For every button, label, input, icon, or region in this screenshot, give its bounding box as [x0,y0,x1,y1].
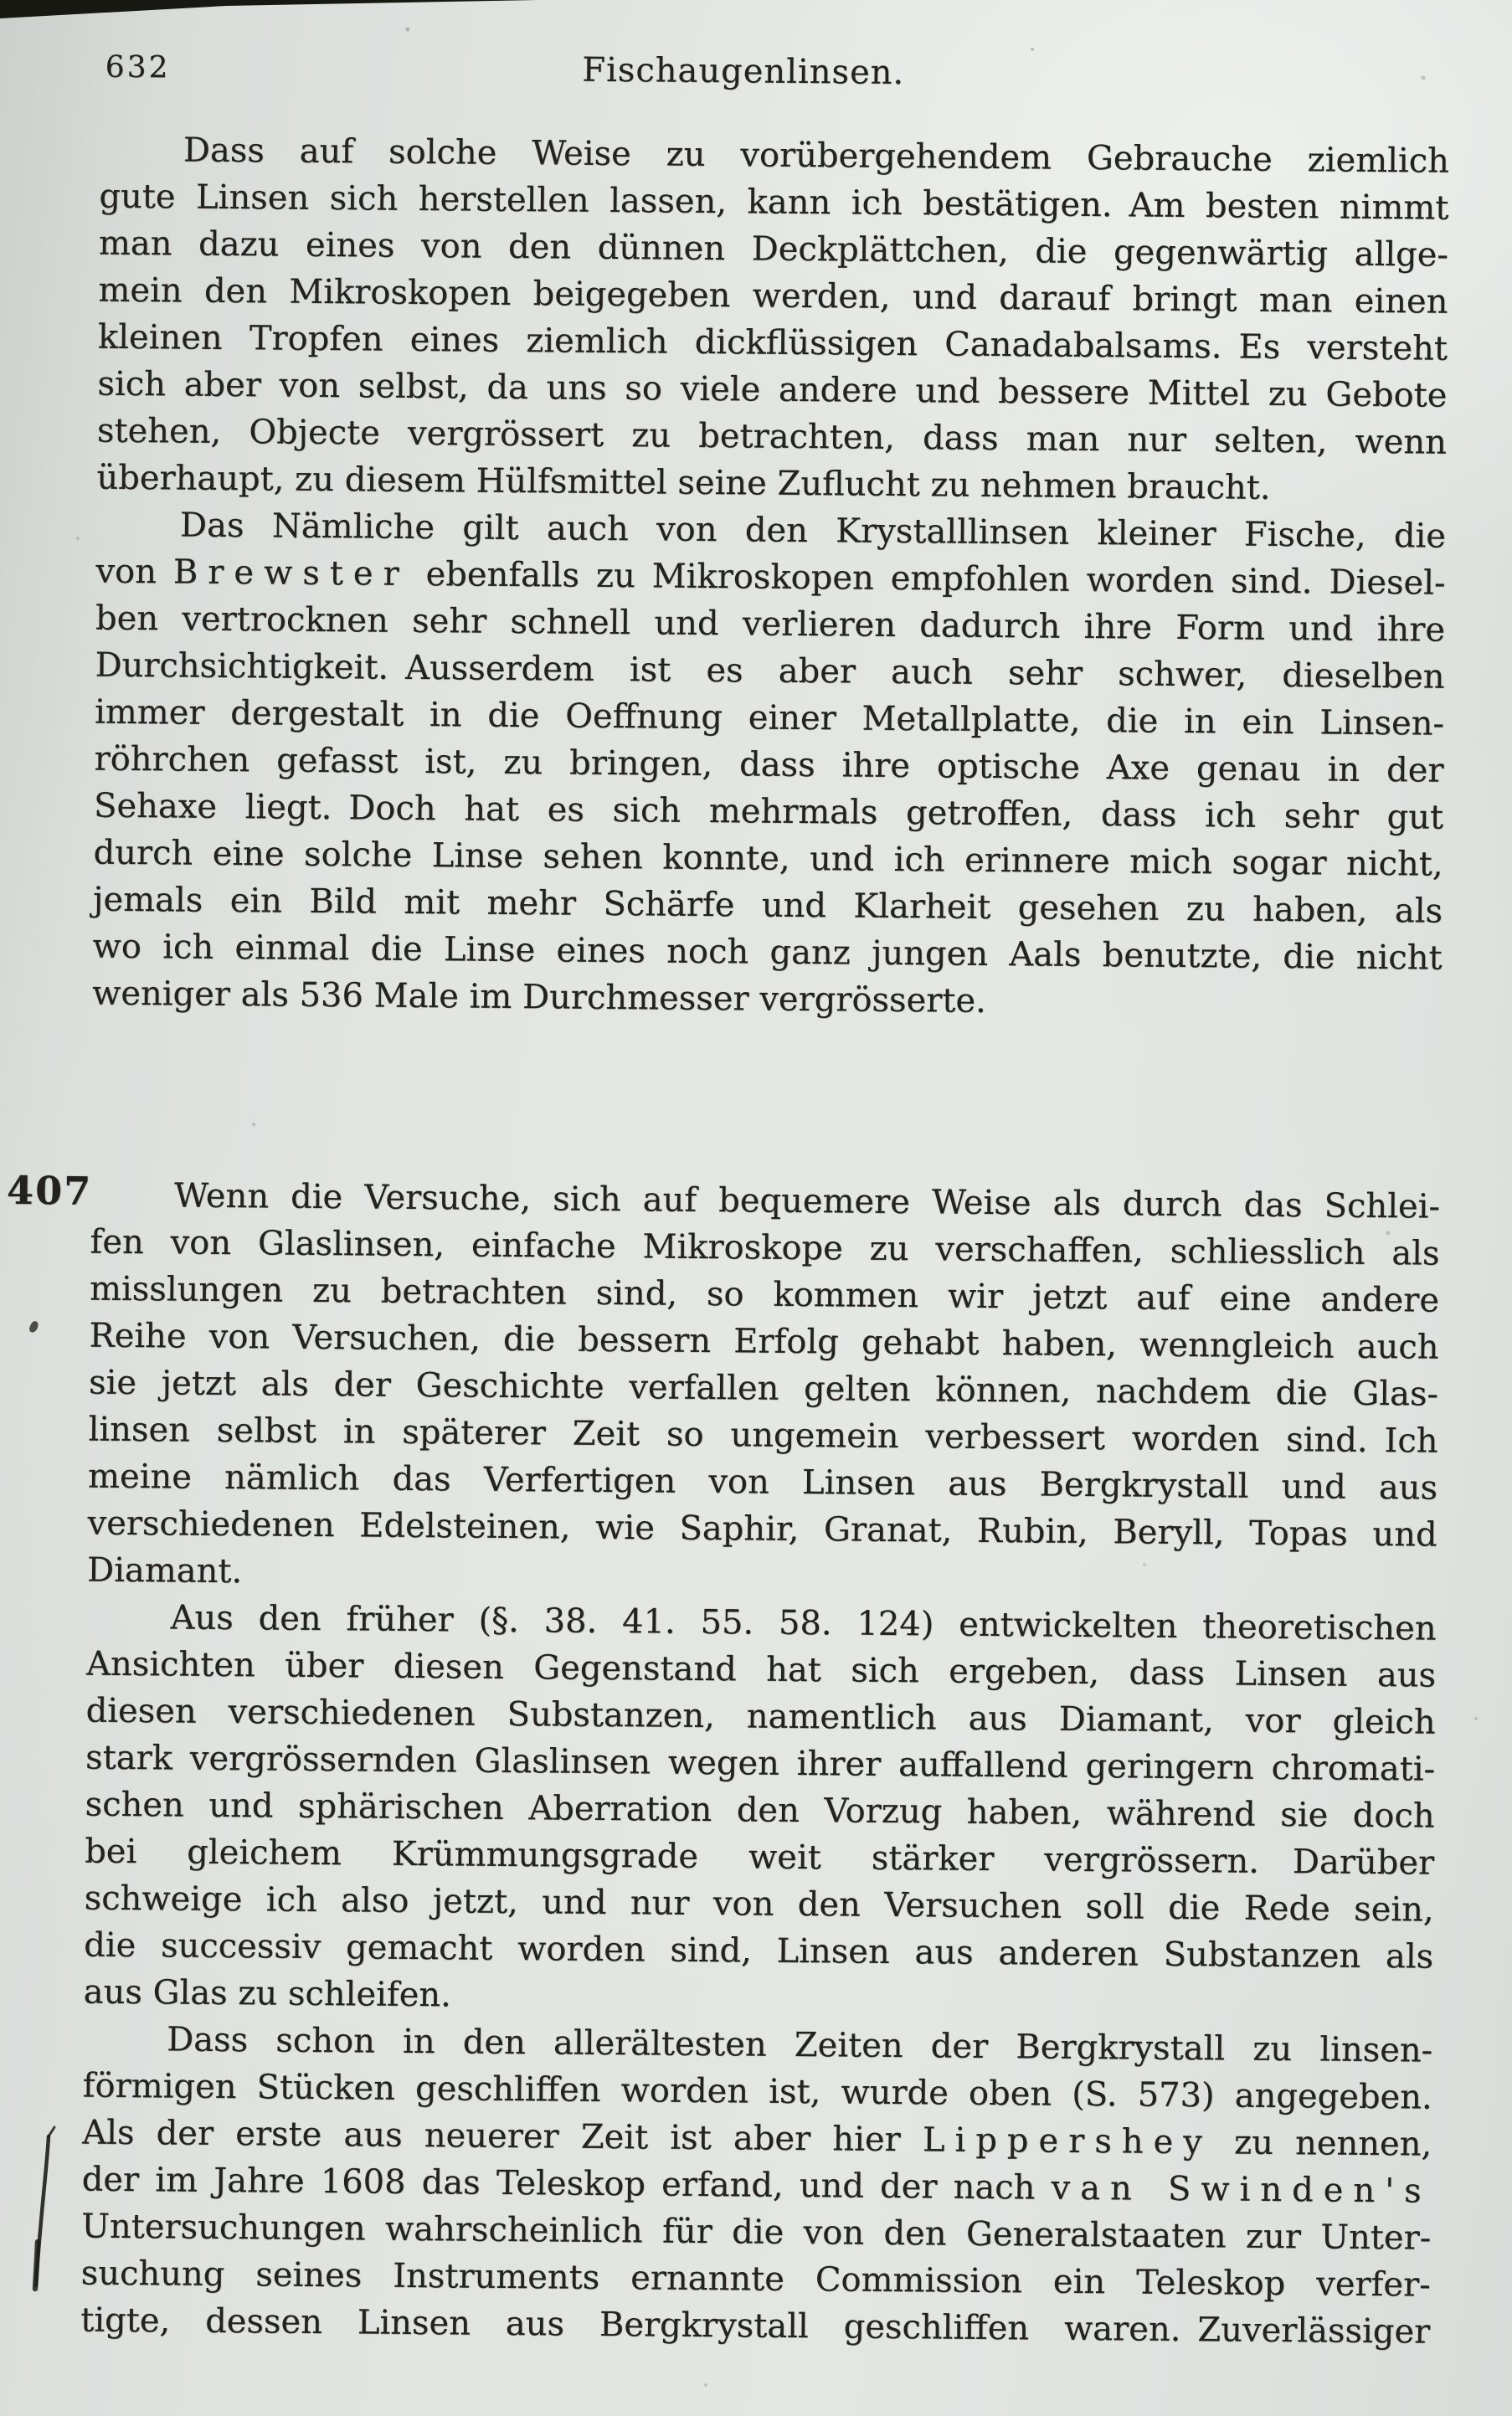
margin-dot [28,1320,40,1334]
page-number: 632 [105,49,171,85]
text-segment: die successiv gemacht worden sind, Linsen aus anderen Substanzen als [84,1925,1434,1976]
running-title: Fischaugenlinsen. [582,50,905,93]
text-segment: von [95,552,174,592]
emphasized-name: Brewster [172,553,409,594]
text-segment: fen von Glaslinsen, einfache Mikroskope zu verschaffen, schliesslich als [90,1222,1440,1273]
text-segment: jemals ein Bild mit mehr Schärfe und Klarheit gesehen zu haben, als [92,880,1443,931]
page-content [6,47,1450,2356]
text-segment: man dazu eines von den dünnen Deckplättchen, die gegenwärtig allge- [98,224,1449,275]
text-segment: mein den Mikroskopen beigegeben werden, und darauf bringt man einen [98,270,1448,321]
text-segment: Diamant. [86,1550,243,1591]
text-segment: stehen, Objecte vergrössert zu betrachten, dass man nur selten, wenn [96,411,1448,462]
paragraph [83,1594,1436,2028]
text-segment: überhaupt, zu diesem Hülfsmittel seine Zuflucht zu nehmen braucht. [96,458,1271,507]
paragraph [80,2016,1432,2356]
emphasized-name: van Swinden's [1051,2168,1432,2211]
text-segment: Reihe von Versuchen, die bessern Erfolg gehabt haben, wenngleich auch [89,1316,1439,1367]
body-text [80,126,1449,2356]
text-segment: Aus den früher (§. 38. 41. 55. 58. 124) entwickelten theoretischen [170,1598,1437,1648]
paragraph [92,501,1446,1029]
paragraph [96,126,1449,513]
text-segment: meine nämlich das Verfertigen von Linsen aus Bergkrystall und aus [87,1457,1438,1508]
text-segment: sich aber von selbst, da uns so viele andere und bessere Mittel zu Gebote [97,364,1448,415]
section-number: 407 [6,1167,93,1214]
text-segment: der im Jahre 1608 das Teleskop erfand, und der nach [81,2160,1052,2208]
text-segment: bei gleichem Krümmungsgrade weit stärker vergrössern. Darüber [84,1832,1435,1883]
text-segment: Das Nämliche gilt auch von den Krystalllinsen kleiner Fische, die [179,506,1447,556]
scan-edge-shadow [0,0,586,25]
text-segment: zu nennen, [1211,2123,1432,2164]
text-segment: linsen selbst in späterer Zeit so ungemein verbessert worden sind. Ich [88,1410,1438,1461]
text-segment: Dass auf solche Weise zu vorübergehendem Gebrauche ziemlich [183,131,1450,181]
text-segment: tigte, dessen Linsen aus Bergkrystall geschliffen waren. Zuverlässiger [80,2300,1431,2352]
text-segment: schen und sphärischen Aberration den Vorzug haben, während sie doch [85,1785,1435,1836]
text-segment: durch eine solche Linse sehen konnte, und ich erinnere mich sogar nicht, [93,833,1443,884]
running-head [100,47,1450,100]
text-segment: Ansichten über diesen Gegenstand hat sich ergeben, dass Linsen aus [85,1644,1437,1695]
text-segment: misslungen zu betrachten sind, so kommen wir jetzt auf eine andere [89,1269,1440,1320]
text-segment: Untersuchungen wahrscheinlich für die von den Generalstaaten zur Unter- [81,2207,1432,2258]
text-segment: suchung seines Instruments ernannte Commission ein Teleskop verfer- [80,2254,1431,2305]
text-segment: immer dergestalt in die Oeffnung einer Metallplatte, die in ein Linsen- [94,692,1445,743]
text-segment: diesen verschiedenen Substanzen, namentlich aus Diamant, vor gleich [85,1691,1436,1742]
text-segment: schweige ich also jetzt, und nur von den Versuchen soll die Rede sein, [84,1879,1434,1930]
text-segment: Durchsichtigkeit. Ausserdem ist es aber auch sehr schwer, dieselben [95,645,1445,697]
text-segment: ebenfalls zu Mikroskopen empfohlen worden sind. Diesel- [409,554,1446,603]
margin-pen-mark [23,2116,82,2309]
text-segment: röhrchen gefasst ist, zu bringen, dass ihre optische Axe genau in der [94,739,1444,790]
text-segment: aus Glas zu schleifen. [83,1972,452,2015]
text-segment: gute Linsen sich herstellen lassen, kann ich bestätigen. Am besten nimmt [99,177,1449,228]
text-segment: Sehaxe liegt. Doch hat es sich mehrmals getroffen, dass ich sehr gut [93,786,1444,837]
text-segment: weniger als 536 Male im Durchmesser vergrösserte. [91,974,987,1020]
paragraph [87,1172,1440,1606]
text-segment: Als der erste aus neuerer Zeit ist aber hier [82,2113,923,2160]
text-segment: verschiedenen Edelsteinen, wie Saphir, Granat, Rubin, Beryll, Topas und [87,1504,1437,1555]
text-segment: Dass schon in den allerältesten Zeiten der Bergkrystall zu linsen- [167,2020,1433,2070]
text-segment: förmigen Stücken geschliffen worden ist, wurde oben (S. 573) angegeben. [82,2066,1432,2117]
text-segment: ben vertrocknen sehr schnell und verlieren dadurch ihre Form und ihre [95,599,1446,650]
text-segment: stark vergrössernden Glaslinsen wegen ihrer auffallend geringern chromati- [85,1738,1436,1789]
text-segment: kleinen Tropfen eines ziemlich dickflüssigen Canadabalsams. Es versteht [97,317,1448,368]
text-segment: sie jetzt als der Geschichte verfallen gelten können, nachdem die Glas- [88,1363,1439,1414]
text-segment: wo ich einmal die Linse eines noch ganz jungen Aals benutzte, die nicht [92,927,1443,978]
emphasized-name: Lippershey [922,2120,1213,2162]
paper-specks [0,0,2,2]
text-segment: Wenn die Versuche, sich auf bequemere Weise als durch das Schlei- [173,1176,1441,1226]
